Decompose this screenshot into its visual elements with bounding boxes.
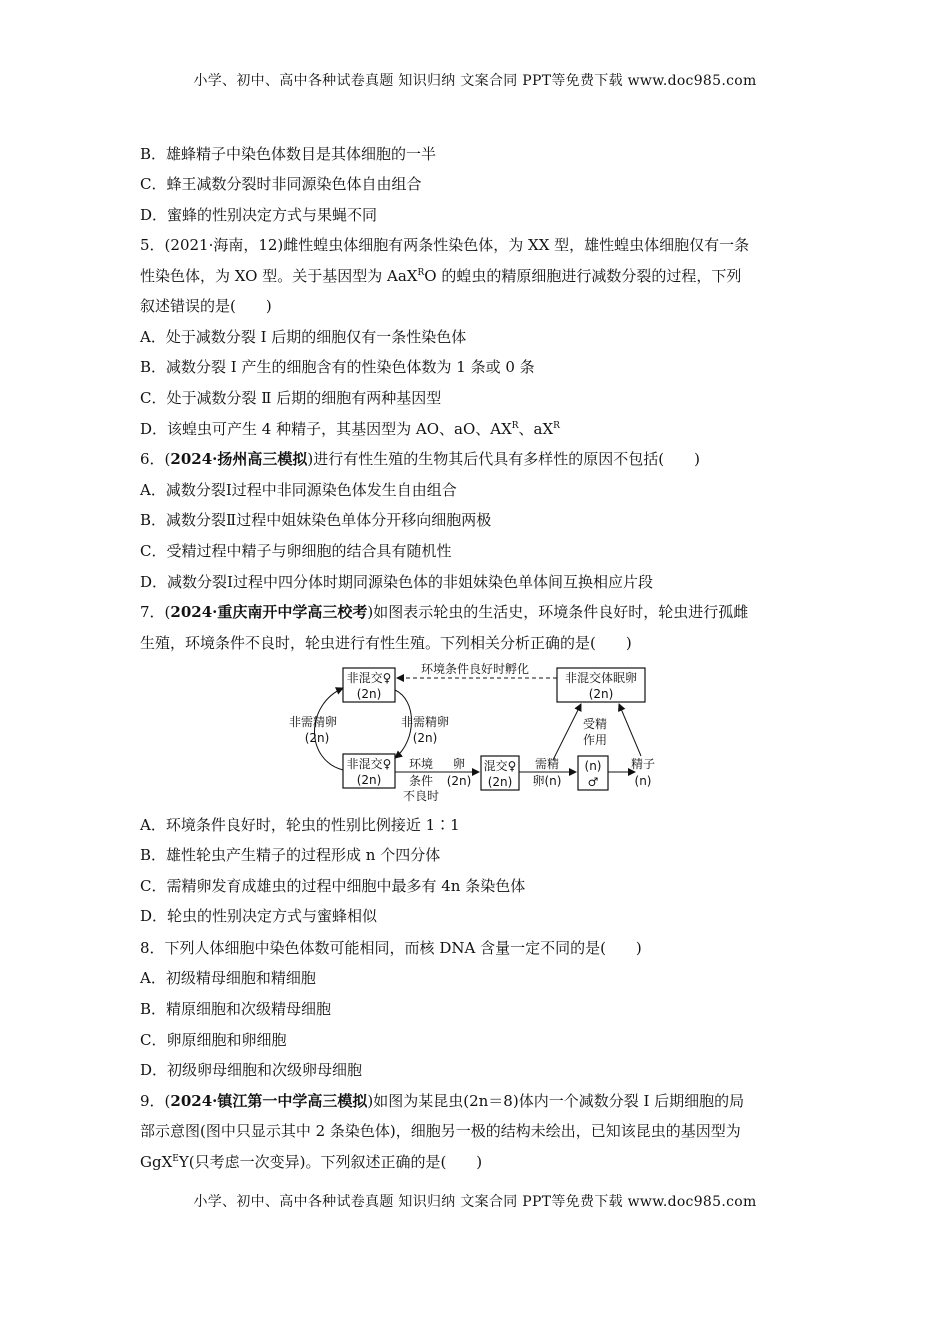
q5-option-a: A．处于减数分裂 Ⅰ 后期的细胞仅有一条性染色体 <box>140 328 467 346</box>
q5-option-c: C．处于减数分裂 Ⅱ 后期的细胞有两种基因型 <box>140 389 442 407</box>
q9-stem-line3: GgX$^E$Y(只考虑一次变异)。下列叙述正确的是( ) <box>140 1153 483 1171</box>
q6-option-c: C．受精过程中精子与卵细胞的结合具有随机性 <box>140 542 452 560</box>
q7-option-b: B．雄性轮虫产生精子的过程形成 n 个四分体 <box>140 846 441 864</box>
box3-label: 混交♀ <box>483 759 517 773</box>
fertilization-label-1: 受精 <box>582 717 608 731</box>
q7-option-a: A．环境条件良好时，轮虫的性别比例接近 1∶1 <box>140 816 460 834</box>
q5-stem-line1: 5．(2021·海南，12)雌性蝗虫体细胞有两条性染色体，为 XX 型，雄性蝗虫体细胞仅有一条 <box>140 236 750 254</box>
q8-option-a: A．初级精母细胞和精细胞 <box>140 969 316 987</box>
env-label-2: 条件 <box>408 774 434 788</box>
box5-ploidy: (2n) <box>588 687 614 701</box>
q5-option-d: D．该蝗虫可产生 4 种精子，其基因型为 AO、aO、$AX^R$、$aX^R$ <box>140 420 560 438</box>
need-sperm-label: 需精 <box>534 757 560 771</box>
q8-option-c: C．卵原细胞和卵细胞 <box>140 1031 287 1049</box>
q5-stem-line2: 性染色体，为 XO 型。关于基因型为 AaX$^R$O 的蝗虫的精原细胞进行减数分裂的过程，下列 <box>140 267 742 285</box>
q7-stem-line2: 生殖，环境条件不良时，轮虫进行有性生殖。下列相关分析正确的是( ) <box>140 634 632 652</box>
q4-option-d: D．蜜蜂的性别决定方式与果蝇不同 <box>140 206 378 224</box>
egg-ploidy: (2n) <box>446 774 472 788</box>
page-header: 小学、初中、高中各种试卷真题 知识归纳 文案合同 PPT等免费下载 www.doc985.com <box>193 73 757 89</box>
env-label-1: 环境 <box>408 757 434 771</box>
q6-option-b: B．减数分裂Ⅱ过程中姐妹染色单体分开移向细胞两极 <box>140 511 492 529</box>
left-egg-ploidy: (2n) <box>304 731 330 745</box>
sperm-label: 精子 <box>630 757 656 771</box>
box1-label: 非混交♀ <box>346 671 392 685</box>
q9-stem-line1: 9．(2024·镇江第一中学高三模拟)如图为某昆虫(2n＝8)体内一个减数分裂 Ⅰ 后期细胞的局 <box>140 1092 745 1110</box>
arrow-cycle-left <box>315 688 344 770</box>
q7-stem-line1: 7．(2024·重庆南开中学高三校考)如图表示轮虫的生活史，环境条件良好时，轮虫进行孤雌 <box>140 603 749 621</box>
env-label-3: 不良时 <box>402 789 440 803</box>
need-sperm-ploidy: 卵(n) <box>532 774 562 788</box>
arrow-fertilization-left <box>553 704 581 760</box>
q4-option-b: B．雄蜂精子中染色体数目是其体细胞的一半 <box>140 145 437 163</box>
q5-stem-line3: 叙述错误的是( ) <box>140 297 272 315</box>
box1-ploidy: (2n) <box>356 687 382 701</box>
arrow-fertilization-right <box>619 704 641 756</box>
q9-stem-line2: 部示意图(图中只显示其中 2 条染色体)，细胞另一极的结构未绘出，已知该昆虫的基因型为 <box>140 1122 741 1140</box>
mid-egg-ploidy: (2n) <box>412 731 438 745</box>
hatch-label: 环境条件良好时孵化 <box>420 662 530 676</box>
left-egg-label: 非需精卵 <box>288 715 338 729</box>
q8-stem: 8．下列人体细胞中染色体数可能相同，而核 DNA 含量一定不同的是( ) <box>140 939 642 957</box>
sperm-ploidy: (n) <box>634 774 652 788</box>
mid-egg-label: 非需精卵 <box>400 715 450 729</box>
page-footer: 小学、初中、高中各种试卷真题 知识归纳 文案合同 PPT等免费下载 www.doc985.com <box>193 1194 757 1210</box>
box5-label: 非混交体眠卵 <box>564 671 638 685</box>
egg-label: 卵 <box>452 757 466 771</box>
q5-option-b: B．减数分裂 Ⅰ 产生的细胞含有的性染色体数为 1 条或 0 条 <box>140 358 535 376</box>
box4-ploidy: (n) <box>584 759 602 773</box>
box4-male-symbol: ♂ <box>587 775 599 789</box>
box3-ploidy: (2n) <box>487 775 513 789</box>
q8-option-d: D．初级卵母细胞和次级卵母细胞 <box>140 1061 363 1079</box>
q6-option-a: A．减数分裂Ⅰ过程中非同源染色体发生自由组合 <box>140 481 457 499</box>
box2-ploidy: (2n) <box>356 773 382 787</box>
q8-option-b: B．精原细胞和次级精母细胞 <box>140 1000 332 1018</box>
q7-option-d: D．轮虫的性别决定方式与蜜蜂相似 <box>140 907 378 925</box>
q6-option-d: D．减数分裂Ⅰ过程中四分体时期同源染色体的非姐妹染色单体间互换相应片段 <box>140 573 653 591</box>
q6-stem: 6．(2024·扬州高三模拟)进行有性生殖的生物其后代具有多样性的原因不包括( ) <box>140 450 700 468</box>
q7-option-c: C．需精卵发育成雄虫的过程中细胞中最多有 4n 条染色体 <box>140 877 526 895</box>
fertilization-label-2: 作用 <box>582 733 608 747</box>
q4-option-c: C．蜂王减数分裂时非同源染色体自由组合 <box>140 175 422 193</box>
box2-label: 非混交♀ <box>346 757 392 771</box>
rotifer-life-cycle-diagram <box>285 660 665 805</box>
